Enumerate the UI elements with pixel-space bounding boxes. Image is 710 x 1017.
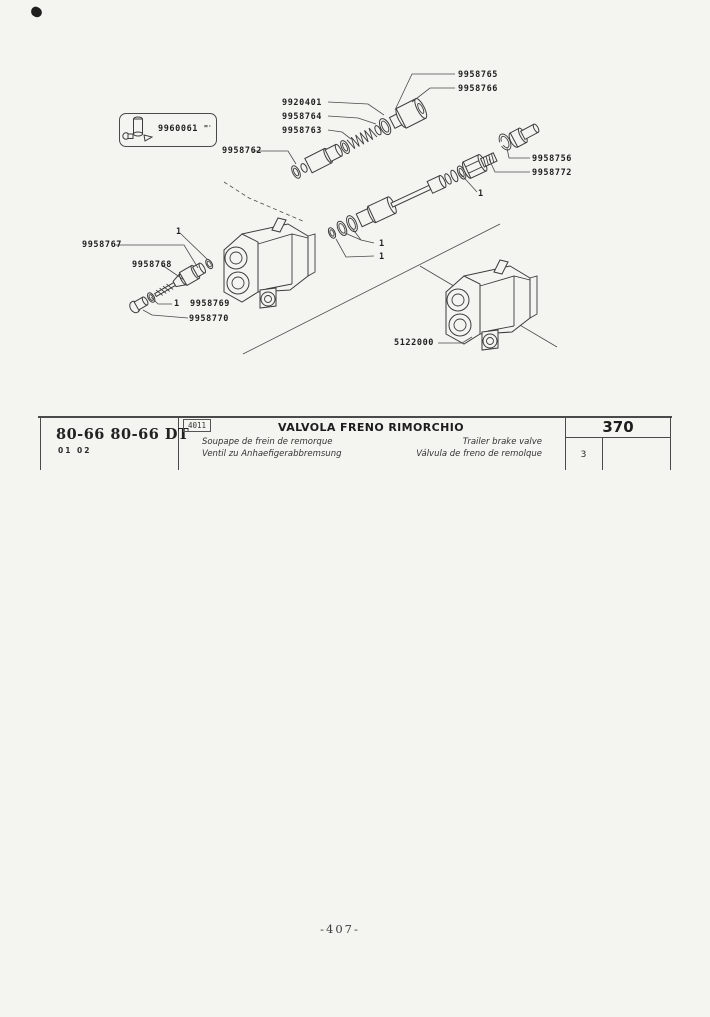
qty-callout: 1 (176, 227, 182, 237)
part-label-9958767: 9958767 (82, 240, 123, 250)
table-title-french: Soupape de frein de remorque (202, 437, 333, 447)
part-label-9958763: 9958763 (282, 126, 323, 136)
part-label-9920401: 9920401 (282, 98, 323, 108)
tractor-model: 80-66 80-66 DT (56, 426, 190, 443)
part-label-9958768: 9958768 (132, 260, 173, 270)
sheet-cell-divider (602, 437, 603, 470)
part-label-9958765: 9958765 (458, 70, 499, 80)
part-label-9958764: 9958764 (282, 112, 323, 122)
table-number: 370 (602, 418, 634, 436)
kit-parts-sketch (120, 114, 158, 144)
brake-valve-body-upper (224, 218, 315, 308)
kit-callout-box (119, 113, 217, 147)
brake-valve-body-lower (446, 260, 537, 350)
table-number-rule (565, 437, 671, 438)
sheet-number: 3 (580, 450, 587, 460)
drawing-code-box: 4011 (183, 419, 211, 432)
title-block-left-rule (40, 416, 41, 470)
piston-spring-assembly (288, 97, 429, 183)
control-rod-assembly (325, 149, 498, 243)
qty-callout: 1 (379, 252, 385, 262)
part-label-9958770: 9958770 (189, 314, 230, 324)
qty-callout: 1 (174, 299, 180, 309)
qty-callout: 1 (478, 189, 484, 199)
part-label-5122000: 5122000 (394, 338, 435, 348)
page-number: -407- (320, 922, 360, 936)
part-label-9958769: 9958769 (190, 299, 231, 309)
part-label-9958772: 9958772 (532, 168, 573, 178)
part-label-9958756: 9958756 (532, 154, 573, 164)
part-label-9958762: 9958762 (222, 146, 263, 156)
part-label-9958766: 9958766 (458, 84, 499, 94)
exploded-diagram (0, 0, 710, 405)
qty-callout: 1 (379, 239, 385, 249)
table-title-english: Trailer brake valve (462, 437, 542, 447)
table-title-spanish: Válvula de freno de remolque (416, 449, 542, 459)
table-title-italian: VALVOLA FRENO RIMORCHIO (278, 421, 464, 434)
table-title-german: Ventil zu Anhaefigerabbremsung (202, 449, 342, 459)
model-code: 01 02 (58, 446, 92, 455)
bolt-9958772 (507, 120, 542, 148)
title-block-divider-1 (178, 416, 179, 470)
kit-qty-mark: =· (204, 122, 212, 130)
part-label-9960061: 9960061 (158, 124, 199, 134)
